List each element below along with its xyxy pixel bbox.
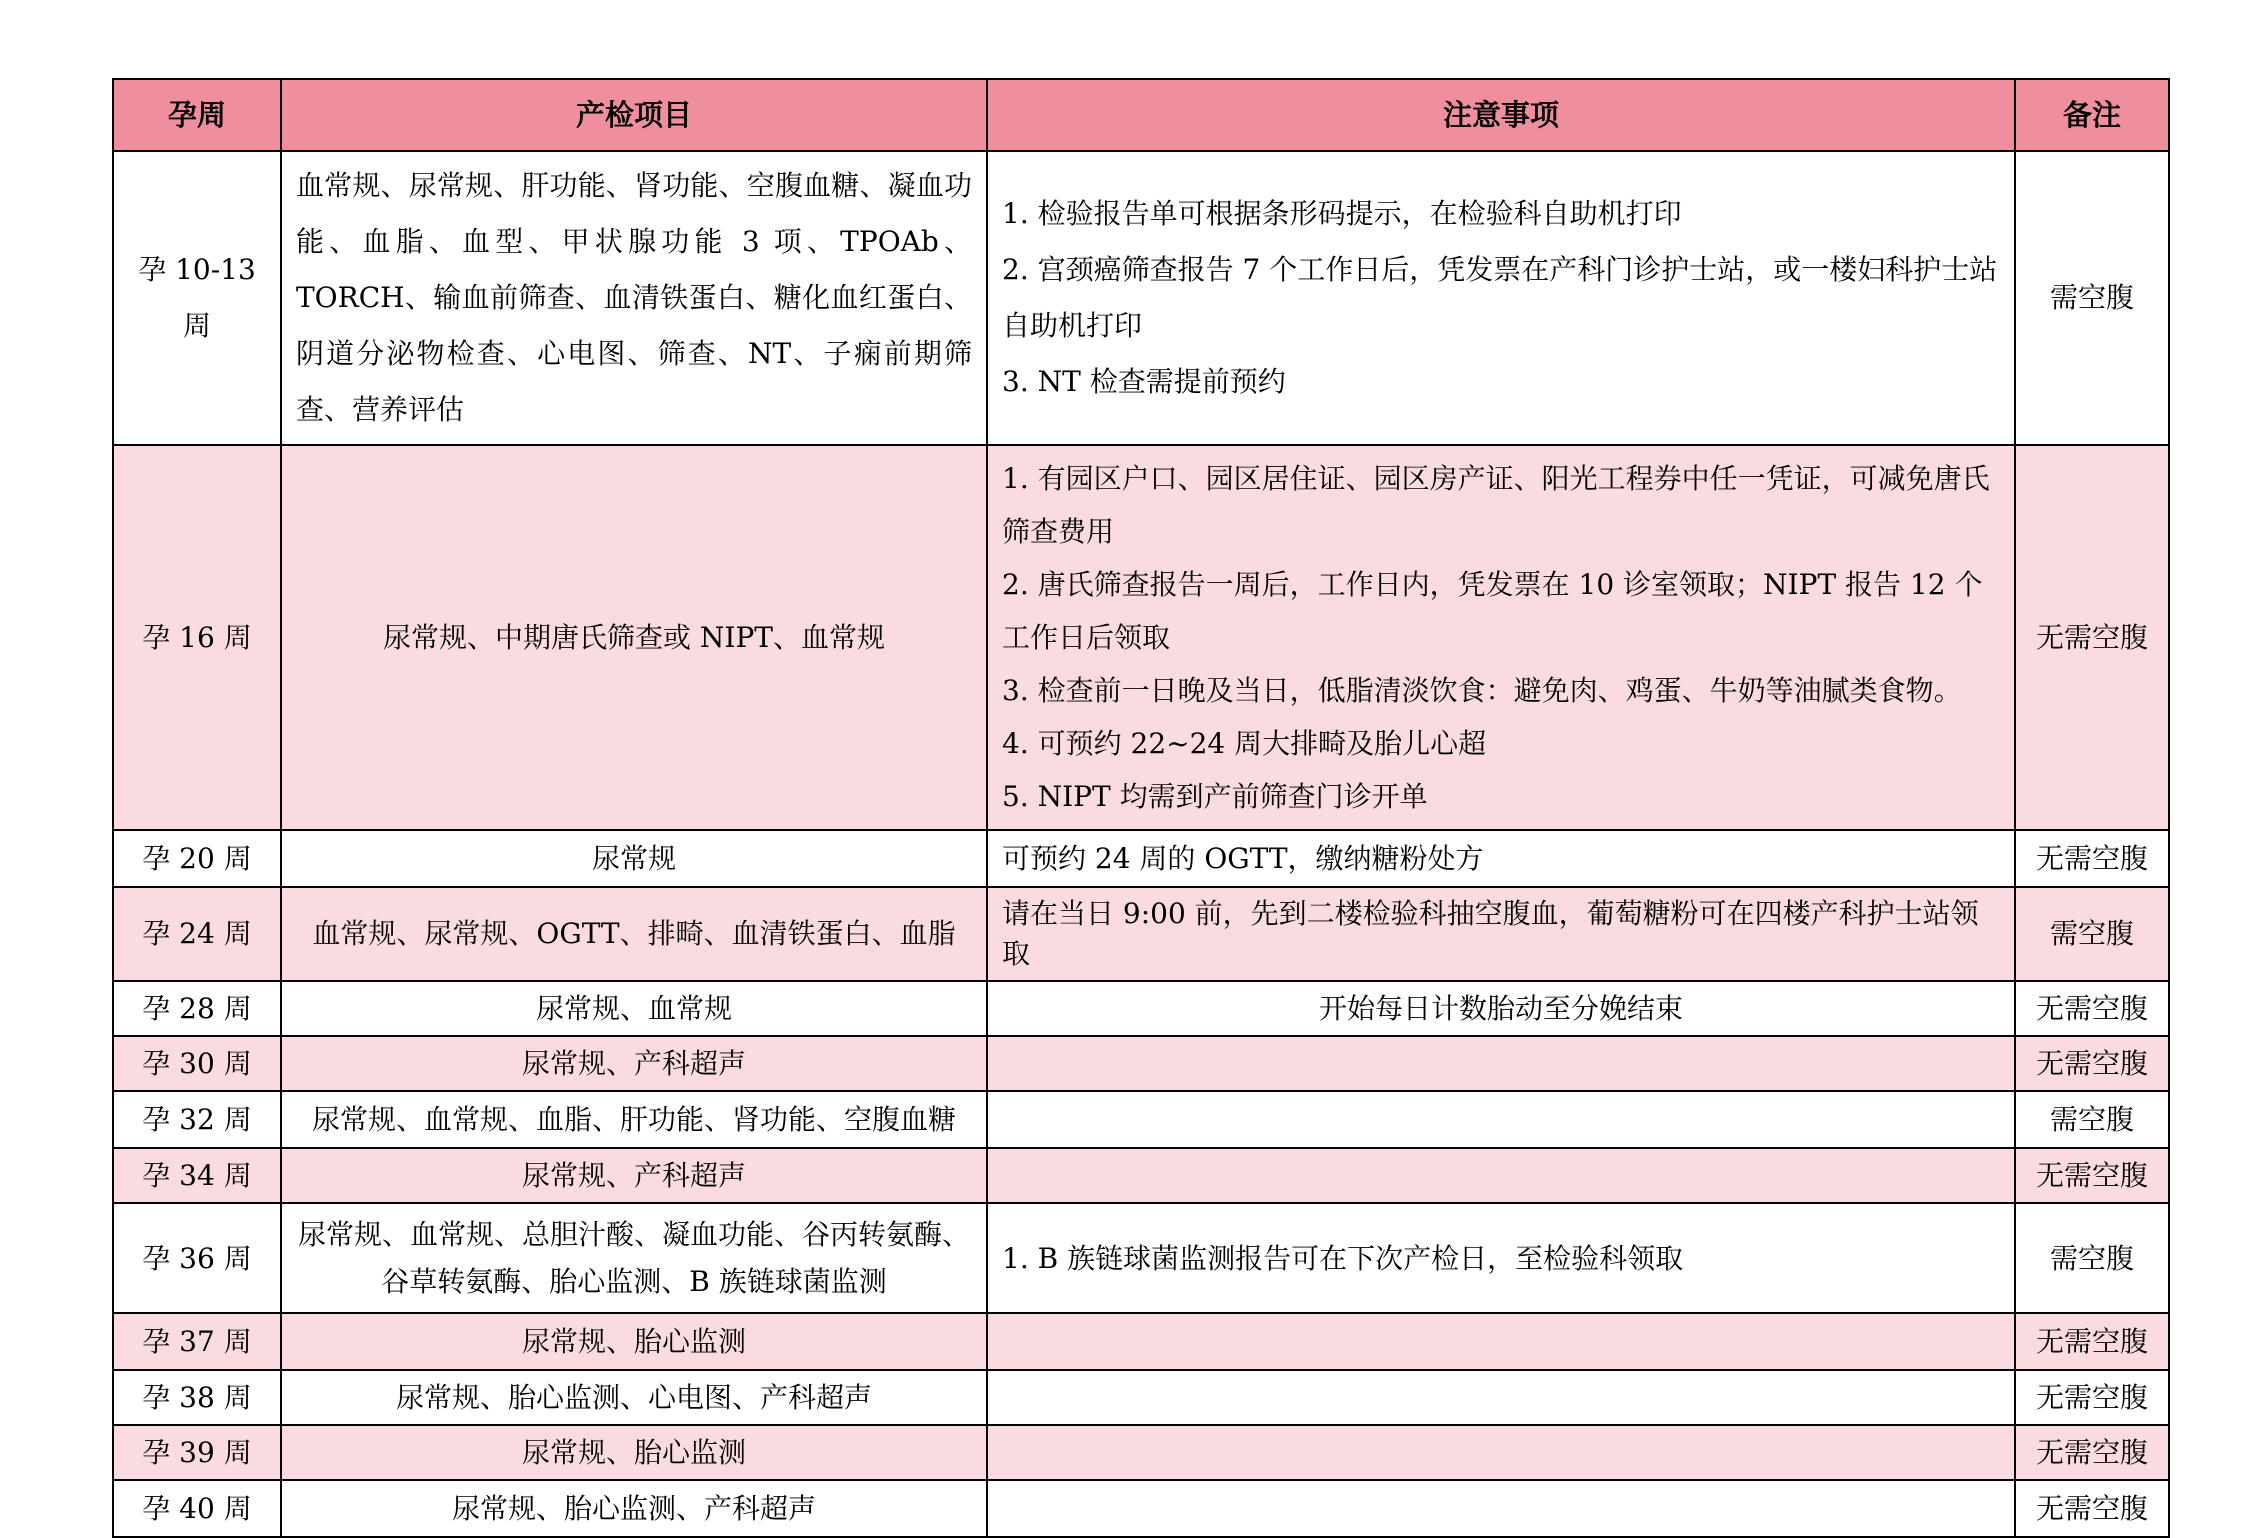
header-week: 孕周 (113, 79, 281, 151)
note-line: 3. 检查前一日晚及当日，低脂清淡饮食：避免肉、鸡蛋、牛奶等油腻类食物。 (1002, 674, 1962, 707)
checkup-items-cell: 尿常规、胎心监测、产科超声 (281, 1480, 987, 1537)
remark-cell: 需空腹 (2015, 1091, 2169, 1148)
table-row (113, 1480, 2169, 1537)
header-notes: 注意事项 (987, 79, 2015, 151)
header-remark: 备注 (2015, 79, 2169, 151)
header-row (113, 79, 2169, 151)
checkup-items-cell: 尿常规、产科超声 (281, 1036, 987, 1091)
table-row (113, 1313, 2169, 1370)
week-cell: 孕 20 周 (113, 830, 281, 887)
table-row (113, 445, 2169, 830)
header-items: 产检项目 (281, 79, 987, 151)
table-body (113, 151, 2169, 1537)
note-line: 3. NT 检查需提前预约 (1002, 365, 1286, 398)
checkup-items-cell: 尿常规 (281, 830, 987, 887)
week-cell: 孕 39 周 (113, 1425, 281, 1480)
table-row (113, 830, 2169, 887)
remark-cell: 无需空腹 (2015, 1425, 2169, 1480)
checkup-items-cell: 尿常规、胎心监测 (281, 1425, 987, 1480)
remark-cell: 无需空腹 (2015, 1148, 2169, 1203)
notes-cell (987, 830, 2015, 887)
week-cell: 孕 16 周 (113, 445, 281, 830)
checkup-items-cell: 尿常规、血常规 (281, 981, 987, 1036)
week-cell: 孕 37 周 (113, 1313, 281, 1370)
remark-cell: 无需空腹 (2015, 445, 2169, 830)
table-row (113, 1370, 2169, 1425)
checkup-items-cell: 尿常规、中期唐氏筛查或 NIPT、血常规 (281, 445, 987, 830)
remark-cell: 需空腹 (2015, 151, 2169, 445)
week-cell: 孕 10-13 周 (113, 151, 281, 445)
table-header (113, 79, 2169, 151)
table-row (113, 1203, 2169, 1313)
note-line: 1. 有园区户口、园区居住证、园区房产证、阳光工程券中任一凭证，可减免唐氏筛查费用 (1002, 462, 1990, 548)
remark-cell: 无需空腹 (2015, 1480, 2169, 1537)
note-line: 4. 可预约 22~24 周大排畸及胎儿心超 (1002, 727, 1487, 760)
notes-cell (987, 1313, 2015, 1370)
remark-cell: 无需空腹 (2015, 1370, 2169, 1425)
remark-cell: 需空腹 (2015, 887, 2169, 981)
table-row (113, 1425, 2169, 1480)
week-cell: 孕 32 周 (113, 1091, 281, 1148)
checkup-items-cell: 尿常规、血常规、总胆汁酸、凝血功能、谷丙转氨酶、谷草转氨酶、胎心监测、B 族链球菌监测 (281, 1203, 987, 1313)
checkup-items-cell: 尿常规、胎心监测、心电图、产科超声 (281, 1370, 987, 1425)
table-row (113, 151, 2169, 445)
remark-cell: 需空腹 (2015, 1203, 2169, 1313)
week-cell: 孕 24 周 (113, 887, 281, 981)
notes-cell (987, 445, 2015, 830)
checkup-items-cell: 尿常规、血常规、血脂、肝功能、肾功能、空腹血糖 (281, 1091, 987, 1148)
week-cell: 孕 28 周 (113, 981, 281, 1036)
note-line: 5. NIPT 均需到产前筛查门诊开单 (1002, 780, 1428, 813)
notes-cell (987, 1480, 2015, 1537)
note-line: 1. B 族链球菌监测报告可在下次产检日，至检验科领取 (1002, 1241, 1684, 1275)
notes-cell (987, 1425, 2015, 1480)
checkup-items-cell: 血常规、尿常规、肝功能、肾功能、空腹血糖、凝血功能、血脂、血型、甲状腺功能 3 项、TPOAb、TORCH、输血前筛查、血清铁蛋白、糖化血红蛋白、阴道分泌物检查、心电图、筛查、NT、子痫前期筛查、营养评估 (281, 151, 987, 445)
table-row (113, 981, 2169, 1036)
note-line: 可预约 24 周的 OGTT，缴纳糖粉处方 (1002, 841, 1484, 875)
remark-cell: 无需空腹 (2015, 1313, 2169, 1370)
notes-cell (987, 1036, 2015, 1091)
checkup-items-cell: 尿常规、胎心监测 (281, 1313, 987, 1370)
checkup-items-cell: 血常规、尿常规、OGTT、排畸、血清铁蛋白、血脂 (281, 887, 987, 981)
notes-cell (987, 887, 2015, 981)
table-row (113, 1148, 2169, 1203)
notes-cell (987, 1091, 2015, 1148)
notes-cell (987, 1148, 2015, 1203)
notes-cell (987, 981, 2015, 1036)
note-line: 请在当日 9:00 前，先到二楼检验科抽空腹血，葡萄糖粉可在四楼产科护士站领取 (1002, 897, 1979, 970)
remark-cell: 无需空腹 (2015, 830, 2169, 887)
checkup-items-cell: 尿常规、产科超声 (281, 1148, 987, 1203)
remark-cell: 无需空腹 (2015, 981, 2169, 1036)
week-cell: 孕 36 周 (113, 1203, 281, 1313)
notes-cell (987, 1203, 2015, 1313)
table-row (113, 1036, 2169, 1091)
week-cell: 孕 40 周 (113, 1480, 281, 1537)
notes-cell (987, 1370, 2015, 1425)
week-cell: 孕 34 周 (113, 1148, 281, 1203)
note-line: 2. 唐氏筛查报告一周后，工作日内，凭发票在 10 诊室领取；NIPT 报告 12 个工作日后领取 (1002, 568, 1983, 654)
note-line: 1. 检验报告单可根据条形码提示，在检验科自助机打印 (1002, 197, 1682, 230)
note-line: 2. 宫颈癌筛查报告 7 个工作日后，凭发票在产科门诊护士站，或一楼妇科护士站自助机打印 (1002, 253, 1998, 342)
notes-cell (987, 151, 2015, 445)
table-row (113, 887, 2169, 981)
table-row (113, 1091, 2169, 1148)
note-line: 开始每日计数胎动至分娩结束 (1318, 991, 1683, 1025)
remark-cell: 无需空腹 (2015, 1036, 2169, 1091)
week-cell: 孕 30 周 (113, 1036, 281, 1091)
prenatal-checkup-table (112, 78, 2170, 1538)
week-cell: 孕 38 周 (113, 1370, 281, 1425)
